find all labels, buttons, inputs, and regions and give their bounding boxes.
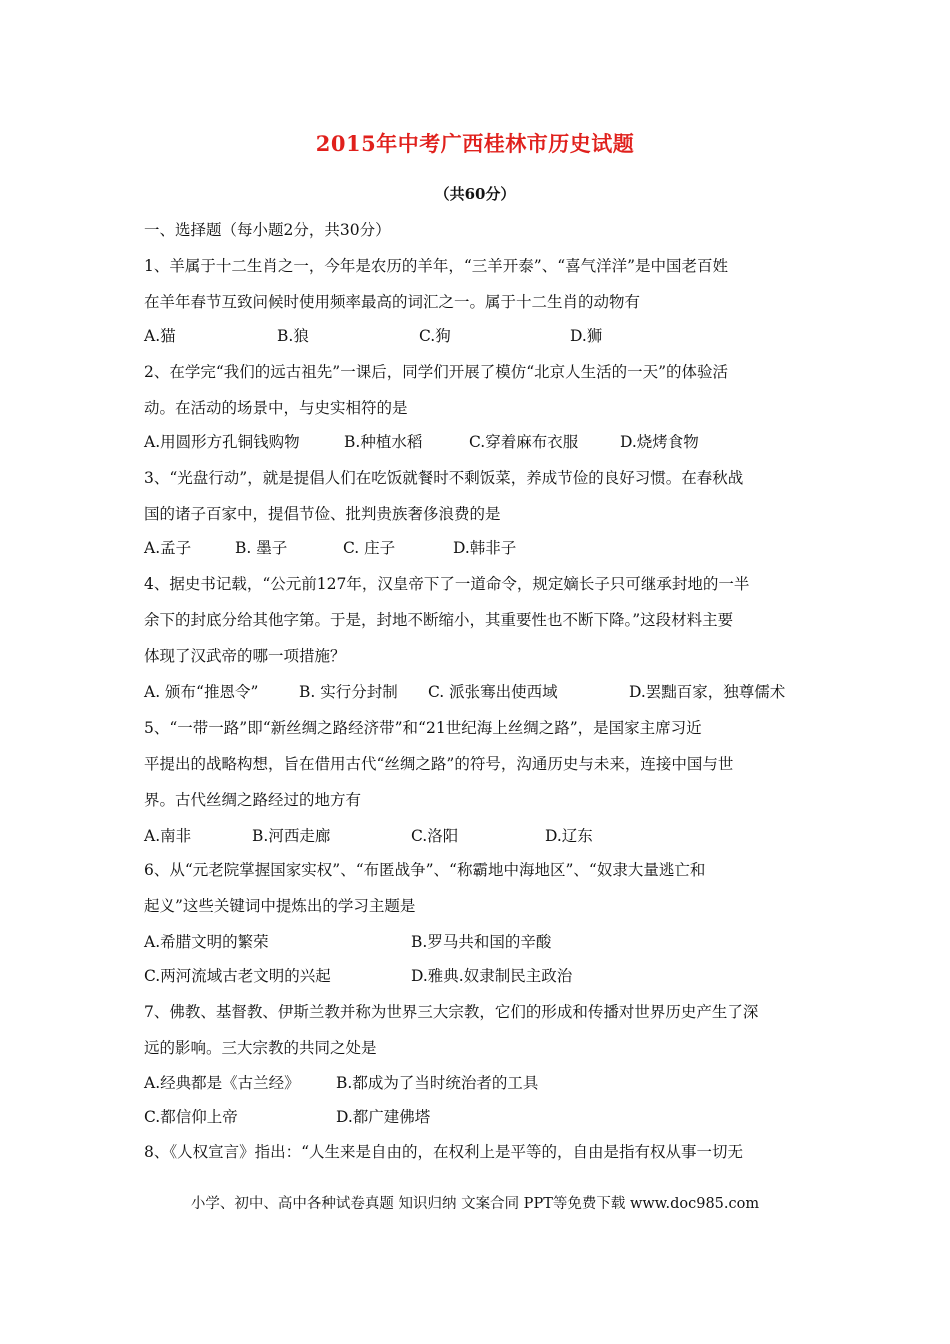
question-6-line-1: 6、从“元老院掌握国家实权”、“布匿战争”、“称霸地中海地区”、“奴隶大量逃亡和 <box>144 861 706 879</box>
question-7-line-2: 远的影响。三大宗教的共同之处是 <box>144 1039 377 1057</box>
option-a: A.希腊文明的繁荣 <box>144 933 269 951</box>
option-d: D.都广建佛塔 <box>336 1108 431 1126</box>
option-b: B. 墨子 <box>235 539 288 557</box>
question-7-line-1: 7、佛教、基督教、伊斯兰教并称为世界三大宗教，它们的形成和传播对世界历史产生了深 <box>144 1003 759 1021</box>
option-b: B.都成为了当时统治者的工具 <box>336 1074 539 1092</box>
page-footer: 小学、初中、高中各种试卷真题 知识归纳 文案合同 PPT等免费下载 www.doc985.com <box>190 1196 760 1212</box>
option-c: C.狗 <box>419 327 451 345</box>
question-3-line-2: 国的诸子百家中，提倡节俭、批判贵族奢侈浪费的是 <box>144 505 501 523</box>
option-d: D.狮 <box>570 327 603 345</box>
question-2-line-1: 2、在学完“我们的远古祖先”一课后，同学们开展了模仿“北京人生活的一天”的体验活 <box>144 363 729 381</box>
option-c: C. 派张骞出使西域 <box>428 683 558 701</box>
exam-subtitle: （共60分） <box>434 185 516 203</box>
question-4-line-3: 体现了汉武帝的哪一项措施？ <box>144 647 346 665</box>
option-c: C.穿着麻布衣服 <box>469 433 579 451</box>
question-5-line-3: 界。古代丝绸之路经过的地方有 <box>144 791 362 809</box>
option-a: A.猫 <box>144 327 176 345</box>
question-5-line-2: 平提出的战略构想，旨在借用古代“丝绸之路”的符号，沟通历史与未来，连接中国与世 <box>144 755 734 773</box>
section-heading: 一、选择题（每小题2分，共30分） <box>144 221 391 239</box>
question-3-line-1: 3、“光盘行动”，就是提倡人们在吃饭就餐时不剩饭菜，养成节俭的良好习惯。在春秋战 <box>144 469 744 487</box>
option-a: A.南非 <box>144 827 192 845</box>
option-c: C.洛阳 <box>411 827 459 845</box>
question-4-line-2: 余下的封底分给其他字第。于是，封地不断缩小，其重要性也不断下降。”这段材料主要 <box>144 611 734 629</box>
question-1-line-1: 1、羊属于十二生肖之一，今年是农历的羊年，“三羊开泰”、“喜气洋洋”是中国老百姓 <box>144 257 729 275</box>
option-d: D.烧烤食物 <box>620 433 699 451</box>
option-b: B. 实行分封制 <box>299 683 398 701</box>
option-d: D.罢黜百家，独尊儒术 <box>629 683 786 701</box>
option-b: B.河西走廊 <box>252 827 331 845</box>
question-6-line-2: 起义”这些关键词中提炼出的学习主题是 <box>144 897 416 915</box>
option-a: A.经典都是《古兰经》 <box>144 1074 300 1092</box>
question-2-line-2: 动。在活动的场景中，与史实相符的是 <box>144 399 408 417</box>
exam-title: 2015年中考广西桂林市历史试题 <box>315 131 635 156</box>
option-d: D.雅典.奴隶制民主政治 <box>411 967 573 985</box>
option-c: C.两河流域古老文明的兴起 <box>144 967 331 985</box>
option-b: B.罗马共和国的辛酸 <box>411 933 552 951</box>
question-4-line-1: 4、据史书记载，“公元前127年，汉皇帝下了一道命令，规定嫡长子只可继承封地的一半 <box>144 575 750 593</box>
option-d: D.辽东 <box>545 827 593 845</box>
option-a: A.用圆形方孔铜钱购物 <box>144 433 300 451</box>
question-1-line-2: 在羊年春节互致问候时使用频率最高的词汇之一。属于十二生肖的动物有 <box>144 293 641 311</box>
option-c: C.都信仰上帝 <box>144 1108 238 1126</box>
option-c: C. 庄子 <box>343 539 396 557</box>
option-d: D.韩非子 <box>453 539 517 557</box>
option-a: A. 颁布“推恩令” <box>144 683 259 701</box>
question-8-line-1: 8、《人权宣言》指出：“人生来是自由的，在权利上是平等的，自由是指有权从事一切无 <box>144 1143 744 1161</box>
option-b: B.种植水稻 <box>344 433 423 451</box>
option-b: B.狼 <box>277 327 309 345</box>
option-a: A.孟子 <box>144 539 192 557</box>
question-5-line-1: 5、“一带一路”即“新丝绸之路经济带”和“21世纪海上丝绸之路”，是国家主席习近 <box>144 719 702 737</box>
